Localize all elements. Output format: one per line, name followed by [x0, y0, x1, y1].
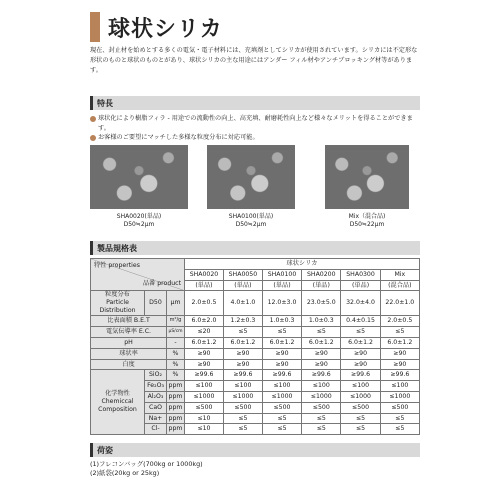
value-cell: ≥90 — [302, 348, 341, 359]
sem-photo-mix — [325, 145, 409, 209]
value-cell: ≤5 — [302, 424, 341, 435]
value-cell: 6.0±2.0 — [185, 316, 224, 327]
table-row — [91, 348, 420, 359]
psd-label-line: Particle — [106, 299, 129, 307]
value-cell: ≤500 — [262, 402, 301, 413]
unit-cell: m²/g — [167, 316, 185, 327]
table-row — [91, 370, 420, 381]
unit-cell: ppm — [167, 381, 185, 392]
value-cell: ≥99.6 — [380, 370, 419, 381]
feature-item — [90, 114, 420, 133]
unit-cell: - — [167, 337, 185, 348]
property-label: pH — [91, 337, 167, 348]
spec-heading: 製品規格表 — [97, 243, 137, 253]
psd-label-line: 粒度分布 — [105, 291, 130, 299]
value-cell: ≤500 — [223, 402, 262, 413]
unit-cell: % — [167, 359, 185, 370]
features-heading: 特長 — [97, 98, 113, 108]
value-cell: 6.0±1.2 — [380, 337, 419, 348]
packing-item: (1)フレコンバッグ(700kg or 1000kg) — [90, 460, 203, 468]
value-cell: ≤500 — [380, 402, 419, 413]
value-cell: ≤20 — [185, 327, 224, 338]
photo-caption-name: Mix（混合品) — [348, 213, 386, 220]
product-code: SHA0200 — [302, 269, 341, 280]
value-cell: ≤1000 — [223, 391, 262, 402]
value-cell: ≤10 — [185, 424, 224, 435]
value-cell: 22.0±1.0 — [380, 291, 419, 316]
value-cell: ≥90 — [262, 348, 301, 359]
value-cell: ≤5 — [302, 327, 341, 338]
chem-item: SiO₂ — [145, 370, 167, 381]
value-cell: ≤100 — [380, 381, 419, 392]
product-sub: (単品) — [302, 280, 341, 291]
value-cell: ≤1000 — [302, 391, 341, 402]
value-cell: ≤5 — [223, 424, 262, 435]
value-cell: 2.0±0.5 — [380, 316, 419, 327]
product-code: SHA0020 — [185, 269, 224, 280]
property-label: 球状率 — [91, 348, 167, 359]
value-cell: ≤500 — [302, 402, 341, 413]
property-label: 電気伝導率 E.C. — [91, 327, 167, 338]
photo-caption-name: SHA0100(単品) — [228, 213, 274, 220]
value-cell: ≤500 — [341, 402, 380, 413]
value-cell: ≥90 — [185, 359, 224, 370]
value-cell: ≤5 — [223, 413, 262, 424]
unit-cell: μm — [167, 291, 185, 316]
table-row — [91, 327, 420, 338]
features-list — [90, 114, 420, 143]
property-label: 白度 — [91, 359, 167, 370]
value-cell: ≤5 — [262, 327, 301, 338]
value-cell: ≤100 — [223, 381, 262, 392]
table-row — [91, 337, 420, 348]
sem-image — [90, 145, 188, 209]
value-cell: ≤5 — [380, 413, 419, 424]
page-title-bar — [90, 12, 410, 42]
chem-label — [91, 370, 145, 435]
value-cell: 32.0±4.0 — [341, 291, 380, 316]
chem-label-line: 化学物性 — [105, 390, 130, 398]
value-cell: 2.0±0.5 — [185, 291, 224, 316]
unit-cell: % — [167, 348, 185, 359]
value-cell: ≤5 — [223, 327, 262, 338]
page-title: 球状シリカ — [108, 16, 223, 42]
spec-section-heading — [90, 241, 420, 255]
sem-photo-sha0100 — [207, 145, 295, 209]
value-cell: ≥99.6 — [262, 370, 301, 381]
sem-image — [325, 145, 409, 209]
value-cell: ≥90 — [380, 348, 419, 359]
photo-caption — [207, 213, 295, 229]
value-cell: ≥90 — [380, 359, 419, 370]
photo-caption-d50: D50≒2μm — [235, 221, 267, 228]
bullet-icon — [90, 116, 96, 122]
table-corner-cell — [91, 259, 185, 291]
photo-caption-d50: D50≒22μm — [349, 221, 385, 228]
value-cell: ≤1000 — [380, 391, 419, 402]
value-cell: ≤500 — [185, 402, 224, 413]
packing-list — [90, 460, 420, 478]
value-cell: ≥90 — [223, 359, 262, 370]
psd-label-line: Distribution — [99, 307, 136, 315]
product-sub: (単品) — [262, 280, 301, 291]
chem-item: Na+ — [145, 413, 167, 424]
psd-param: D50 — [145, 291, 167, 316]
value-cell: 23.0±5.0 — [302, 291, 341, 316]
value-cell: 6.0±1.2 — [185, 337, 224, 348]
table-row — [91, 316, 420, 327]
photo-caption-name: SHA0020(単品) — [116, 213, 162, 220]
bullet-icon — [90, 135, 96, 141]
value-cell: ≤100 — [341, 381, 380, 392]
value-cell: ≤5 — [380, 424, 419, 435]
photo-caption-d50: D50≒2μm — [123, 221, 155, 228]
value-cell: ≤100 — [185, 381, 224, 392]
chem-label-line: Composition — [98, 406, 137, 414]
sem-photo-sha0020 — [90, 145, 188, 209]
unit-cell: ppm — [167, 413, 185, 424]
unit-cell: ppm — [167, 402, 185, 413]
product-code: SHA0100 — [262, 269, 301, 280]
group-header: 球状シリカ — [185, 259, 420, 270]
chem-item: Al₂O₃ — [145, 391, 167, 402]
packing-heading: 荷姿 — [97, 445, 113, 455]
value-cell: ≥90 — [262, 359, 301, 370]
value-cell: ≥90 — [341, 348, 380, 359]
photo-caption — [325, 213, 409, 229]
value-cell: ≤5 — [341, 413, 380, 424]
value-cell: ≤5 — [262, 413, 301, 424]
packing-item: (2)紙袋(20kg or 25kg) — [90, 469, 160, 477]
feature-item — [90, 133, 420, 143]
table-row — [91, 259, 420, 270]
value-cell: 12.0±3.0 — [262, 291, 301, 316]
value-cell: ≥90 — [185, 348, 224, 359]
title-accent-bar — [90, 12, 100, 42]
value-cell: ≥90 — [302, 359, 341, 370]
intro-paragraph: 現在、封止材を始めとする多くの電気・電子材料には、充填剤としてシリカが使用されています。シリカには不定形な形状のものと球状のものとがあり、球状シリカの主な用途にはアンダー フィル材やアンチブロッキング材等があります。 — [90, 47, 418, 74]
spec-table — [90, 258, 420, 435]
product-sub: (単品) — [341, 280, 380, 291]
value-cell: ≤5 — [262, 424, 301, 435]
value-cell: ≤5 — [341, 327, 380, 338]
psd-label — [91, 291, 145, 316]
unit-cell: μS/cm — [167, 327, 185, 338]
features-section-heading — [90, 96, 420, 110]
value-cell: ≤1000 — [185, 391, 224, 402]
section-mark — [90, 241, 93, 255]
value-cell: ≤5 — [341, 424, 380, 435]
value-cell: 6.0±1.2 — [341, 337, 380, 348]
value-cell: 1.0±0.3 — [302, 316, 341, 327]
value-cell: ≥99.6 — [223, 370, 262, 381]
unit-cell: % — [167, 370, 185, 381]
chem-item: Cl- — [145, 424, 167, 435]
value-cell: 1.0±0.3 — [262, 316, 301, 327]
value-cell: 0.4±0.15 — [341, 316, 380, 327]
value-cell: 6.0±1.2 — [302, 337, 341, 348]
feature-text: 球状化により樹脂フィラ - 用途での流動性の向上、高充填、耐磨耗性向上など様々なメリットを得ることができます。 — [98, 115, 413, 132]
value-cell: ≥90 — [223, 348, 262, 359]
chem-item: CaO — [145, 402, 167, 413]
value-cell: ≤1000 — [262, 391, 301, 402]
photo-caption — [90, 213, 188, 229]
corner-label-product: 品番 product — [142, 280, 181, 288]
unit-cell: ppm — [167, 391, 185, 402]
sem-image — [207, 145, 295, 209]
value-cell: ≤100 — [262, 381, 301, 392]
value-cell: ≥99.6 — [185, 370, 224, 381]
value-cell: 1.2±0.3 — [223, 316, 262, 327]
unit-cell: ppm — [167, 424, 185, 435]
property-label: 比表面積 B.E.T — [91, 316, 167, 327]
section-mark — [90, 96, 93, 110]
value-cell: ≥99.6 — [341, 370, 380, 381]
value-cell: ≥90 — [341, 359, 380, 370]
section-mark — [90, 443, 93, 457]
product-code: Mix — [380, 269, 419, 280]
chem-item: Fe₂O₃ — [145, 381, 167, 392]
value-cell: ≤10 — [185, 413, 224, 424]
table-row — [91, 359, 420, 370]
value-cell: 6.0±1.2 — [223, 337, 262, 348]
packing-section-heading — [90, 443, 420, 457]
value-cell: 4.0±1.0 — [223, 291, 262, 316]
product-code: SHA0300 — [341, 269, 380, 280]
value-cell: 6.0±1.2 — [262, 337, 301, 348]
value-cell: ≤5 — [380, 327, 419, 338]
product-sub: (混合品) — [380, 280, 419, 291]
table-row — [91, 291, 420, 316]
corner-label-properties: 特性 properties — [94, 262, 140, 269]
product-sub: (単品) — [223, 280, 262, 291]
feature-text: お客様のご要望にマッチした多様な粒度分布に対応可能。 — [98, 134, 259, 141]
value-cell: ≤100 — [302, 381, 341, 392]
value-cell: ≥99.6 — [302, 370, 341, 381]
value-cell: ≤1000 — [341, 391, 380, 402]
value-cell: ≤5 — [302, 413, 341, 424]
chem-label-line: Chemiccal — [101, 398, 134, 406]
product-sub: (単品) — [185, 280, 224, 291]
product-code: SHA0050 — [223, 269, 262, 280]
